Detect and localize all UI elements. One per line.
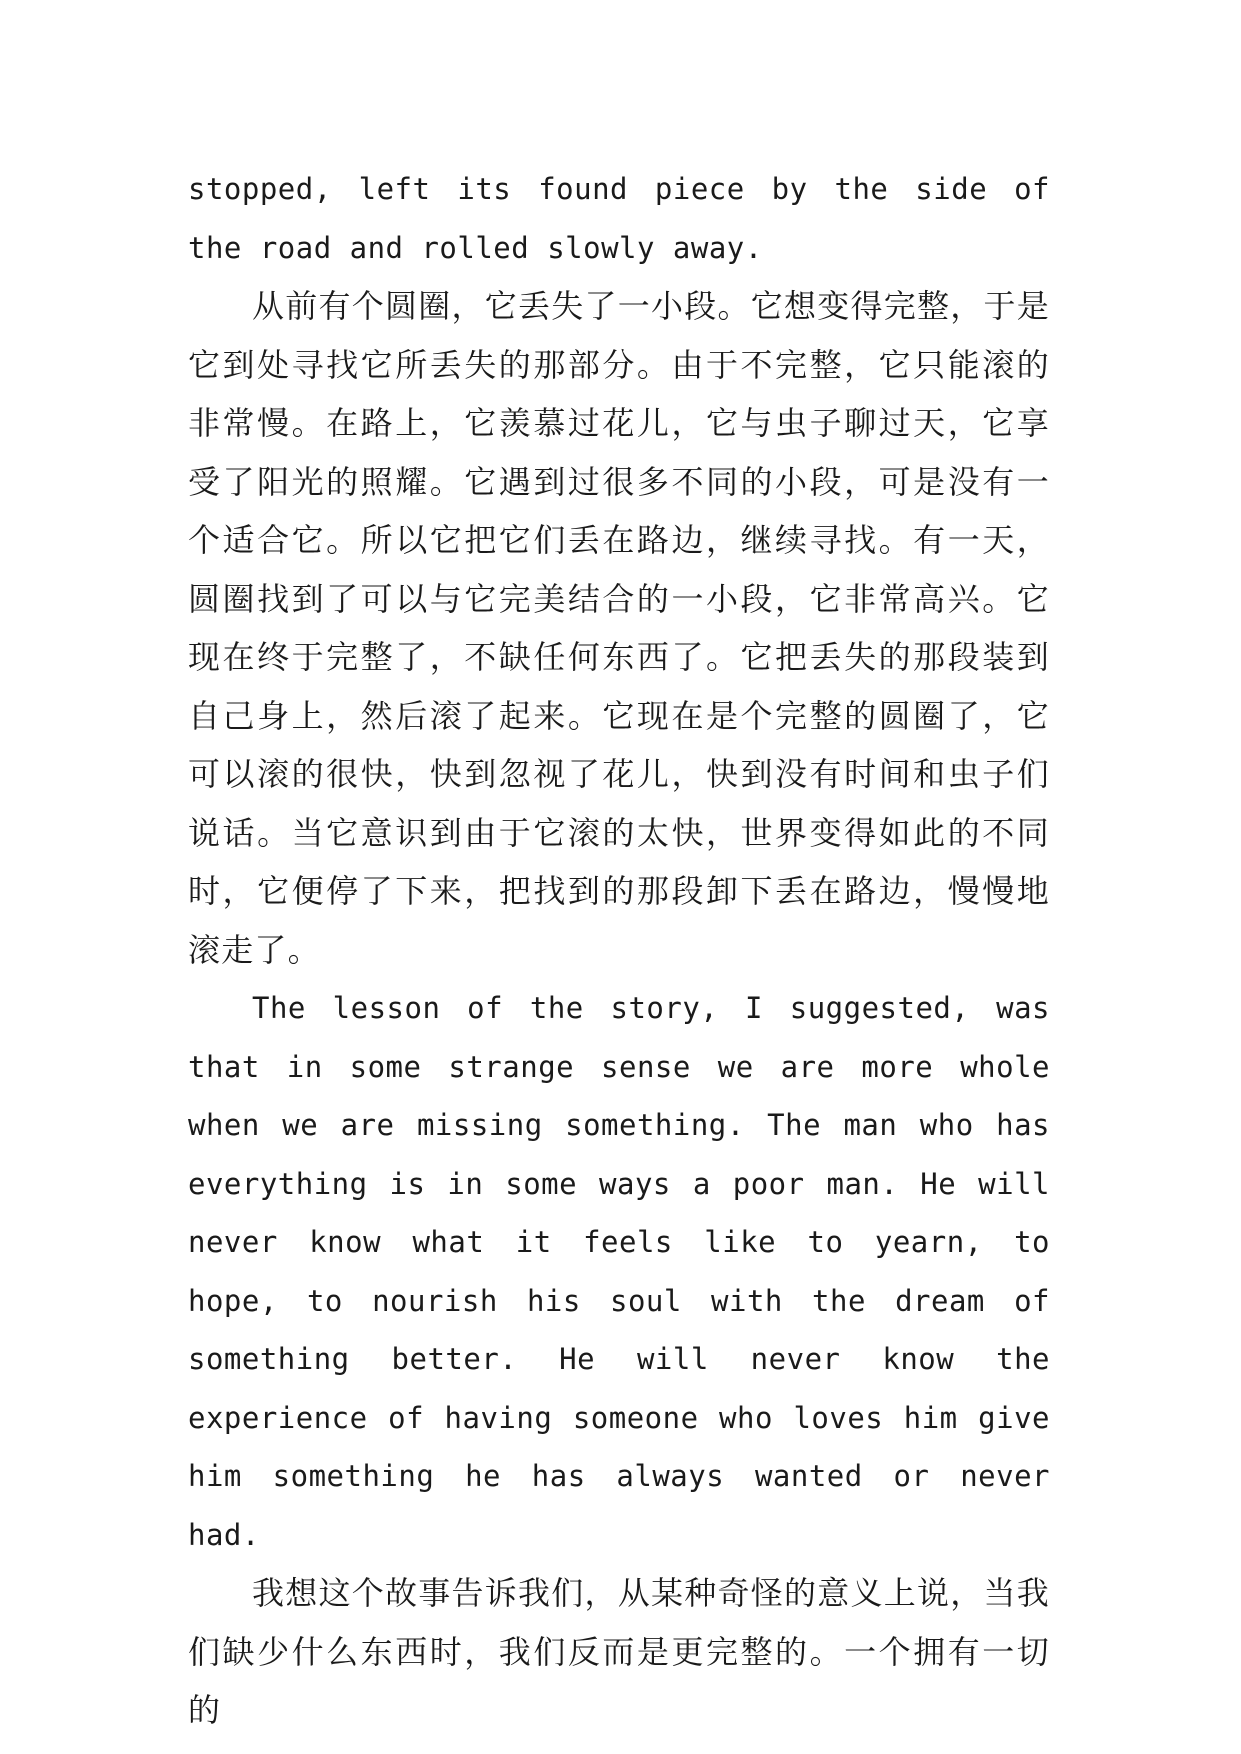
paragraph-english-continuation: stopped, left its found piece by the side of the road and rolled slowly away.: [188, 172, 1050, 265]
paragraph-chinese-lesson: 我想这个故事告诉我们，从某种奇怪的意义上说，当我们缺少什么东西时，我们反而是更完整的。一个拥有一切的: [188, 1574, 1050, 1729]
paragraph-chinese-story: 从前有个圆圈，它丢失了一小段。它想变得完整，于是它到处寻找它所丢失的那部分。由于不完整，它只能滚的非常慢。在路上，它羡慕过花儿，它与虫子聊过天，它享受了阳光的照耀。它遇到过很多不同的小段，可是没有一个适合它。所以它把它们丢在路边，继续寻找。有一天，圆圈找到了可以与它完美结合的一小段，它非常高兴。它现在终于完整了，不缺任何东西了。它把丢失的那段装到自己身上，然后滚了起来。它现在是个完整的圆圈了，它可以滚的很快，快到忽视了花儿，快到没有时间和虫子们说话。当它意识到由于它滚的太快，世界变得如此的不同时，它便停了下来，把找到的那段卸下丢在路边，慢慢地滚走了。: [188, 287, 1050, 969]
paragraph-english-lesson: The lesson of the story, I suggested, was that in some strange sense we are more whole when we are missing something. The man who has everything is in some ways a poor man. He will never know what it feels like to yearn, to hope, to nourish his soul with the dream of something better. He will never know the experience of having someone who loves him give him something he has always wanted or never had.: [188, 991, 1050, 1552]
document-body: [188, 160, 1050, 1740]
